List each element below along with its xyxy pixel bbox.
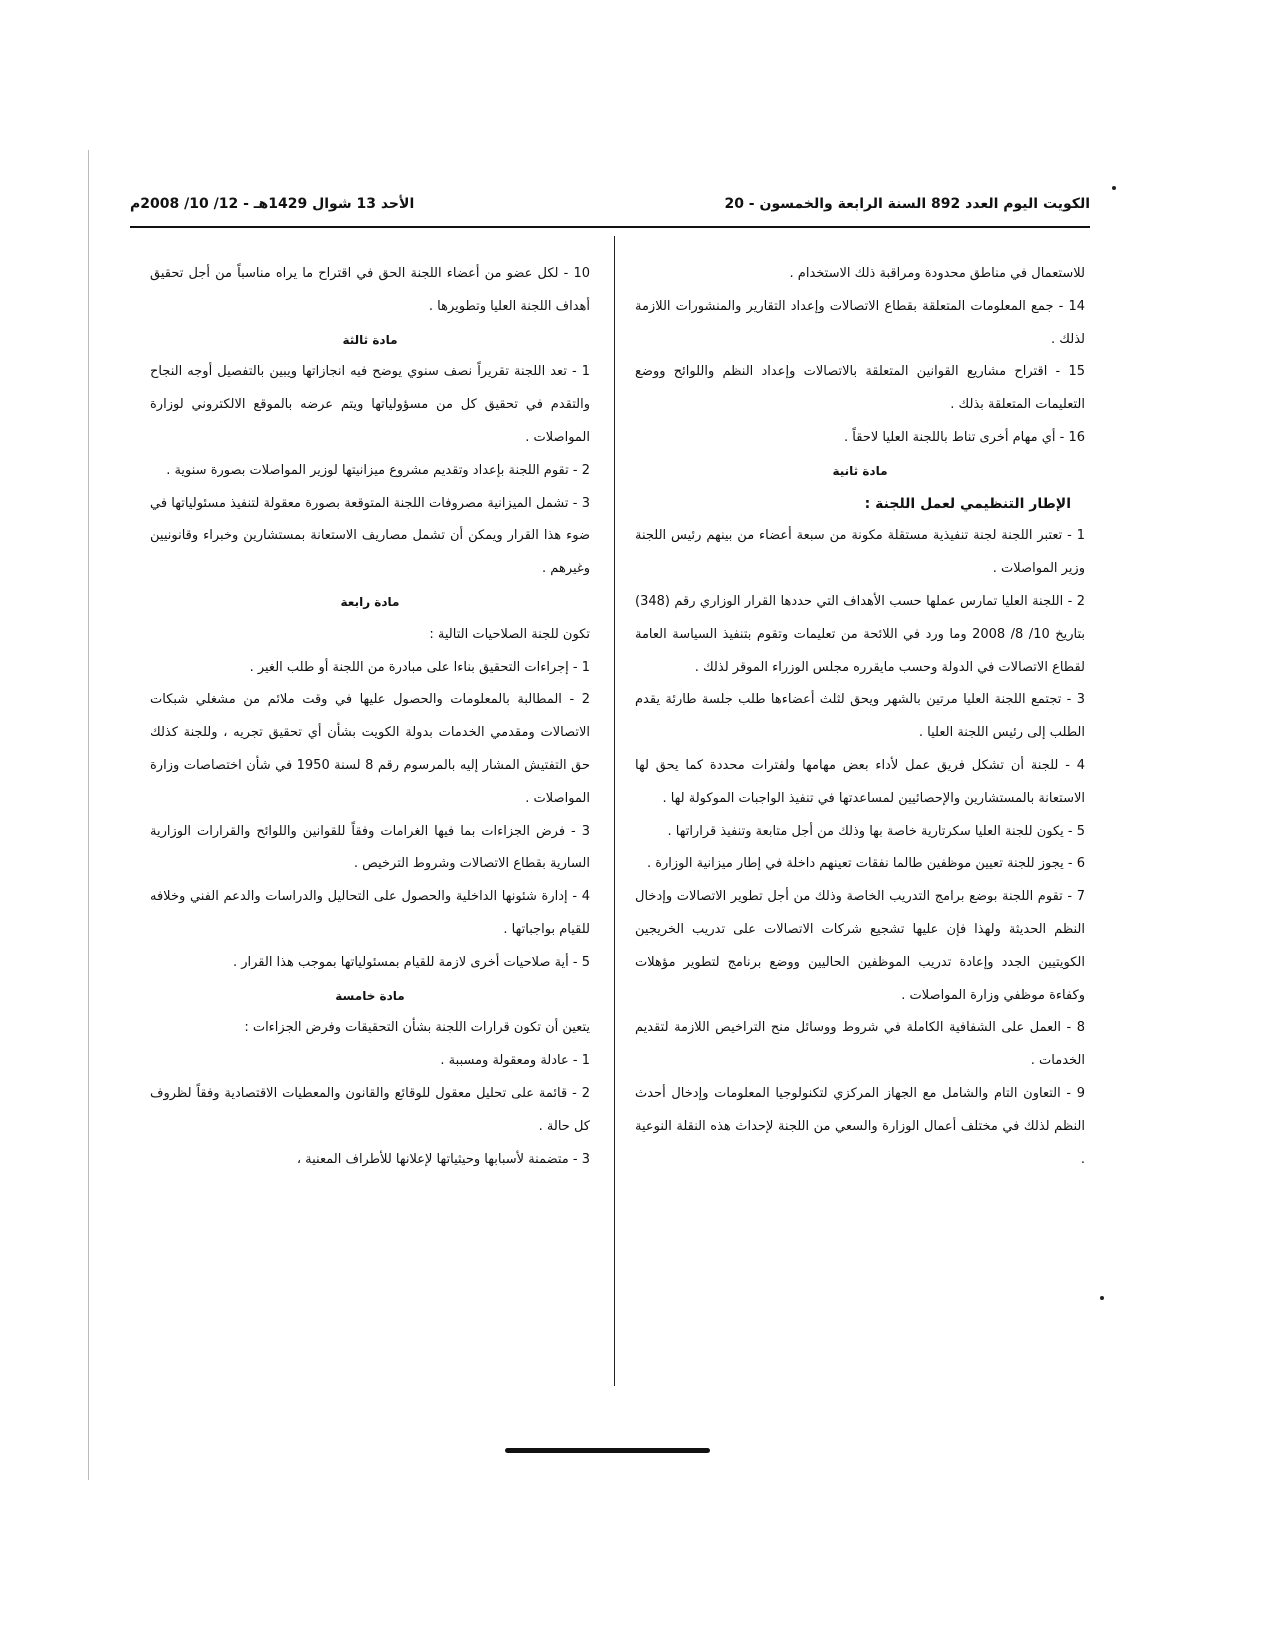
paragraph: 1 - تعد اللجنة تقريراً نصف سنوي يوضح فيه انجازاتها ويبين بالتفصيل أوجه النجاح والتقدم في تحقيق كل من مسؤولياتها ويتم عرضه بالموقع الالكتروني لوزارة المواصلات .	[150, 364, 590, 445]
paragraph: 3 - تجتمع اللجنة العليا مرتين بالشهر ويحق لثلث أعضاءها طلب جلسة طارئة يقدم الطلب إلى رئيس اللجنة العليا .	[635, 692, 1085, 741]
section-subheading: الإطار التنظيمي لعمل اللجنة :	[864, 495, 1071, 512]
paragraph: 1 - تعتبر اللجنة لجنة تنفيذية مستقلة مكونة من سبعة أعضاء من بينهم رئيس اللجنة وزير المواصلات .	[635, 528, 1085, 577]
paragraph: 3 - فرض الجزاءات بما فيها الغرامات وفقاً للقوانين واللوائح والقرارات الوزارية السارية بقطاع الاتصالات وشروط الترخيص .	[150, 823, 590, 872]
paragraph: 4 - للجنة أن تشكل فريق عمل لأداء بعض مهامها ولفترات محددة كما يحق لها الاستعانة بالمستشارين والإحصائيين لمساعدتها في تنفيذ الواجبات الموكولة لها .	[635, 757, 1085, 806]
paragraph: 3 - تشمل الميزانية مصروفات اللجنة المتوقعة بصورة معقولة لتنفيذ مسئولياتها في ضوء هذا القرار ويمكن أن تشمل مصاريف الاستعانة بمستشارين وخبراء وقانونيين وغيرهم .	[150, 495, 590, 577]
paragraph: 2 - تقوم اللجنة بإعداد وتقديم مشروع ميزانيتها لوزير المواصلات بصورة سنوية .	[166, 462, 590, 478]
paragraph: 14 - جمع المعلومات المتعلقة بقطاع الاتصالات وإعداد التقارير والمنشورات اللازمة لذلك .	[635, 298, 1085, 347]
header-issue-info: الكويت اليوم العدد 892 السنة الرابعة والخمسون - 20	[724, 196, 1090, 212]
paragraph: 8 - العمل على الشفافية الكاملة في شروط ووسائل منح التراخيص اللازمة لتقديم الخدمات .	[635, 1020, 1085, 1069]
paragraph: 10 - لكل عضو من أعضاء اللجنة الحق في اقتراح ما يراه مناسباً من أجل تحقيق أهداف اللجنة العليا وتطويرها .	[150, 266, 590, 314]
column-divider	[614, 236, 615, 1386]
footer-rule	[505, 1448, 710, 1453]
paragraph: 1 - إجراءات التحقيق بناءا على مبادرة من اللجنة أو طلب الغير .	[249, 659, 590, 675]
left-column	[150, 258, 590, 1176]
paragraph: 9 - التعاون التام والشامل مع الجهاز المركزي لتكنولوجيا المعلومات وإدخال أحدث النظم لذلك في مختلف أعمال الوزارة والسعي من اللجنة لإحداث هذه النقلة النوعية .	[635, 1085, 1085, 1167]
paragraph: 5 - يكون للجنة العليا سكرتارية خاصة بها وذلك من أجل متابعة وتنفيذ قراراتها .	[667, 823, 1085, 839]
article-heading: مادة ثالثة	[342, 332, 398, 347]
paragraph: 16 - أي مهام أخرى تناط باللجنة العليا لاحقاً .	[844, 429, 1085, 445]
paragraph: 5 - أية صلاحيات أخرى لازمة للقيام بمسئولياتها بموجب هذا القرار .	[232, 954, 590, 970]
paragraph: 2 - اللجنة العليا تمارس عملها حسب الأهداف التي حددها القرار الوزاري رقم (348) بتاريخ 10/ 8/ 2008 وما ورد في اللائحة من تعليمات وتقوم بتنفيذ السياسة العامة لقطاع الاتصالات في الدولة وحسب مايقرره مجلس الوزراء الموقر لذلك .	[635, 593, 1086, 675]
paragraph: 2 - المطالبة بالمعلومات والحصول عليها في وقت ملائم من مشغلي شبكات الاتصالات ومقدمي الخدمات بدولة الكويت بشأن أي تحقيق تجريه ، وللجنة كذلك حق التفتيش المشار إليه بالمرسوم رقم 8 لسنة 1950 في شأن اختصاصات وزارة المواصلات .	[150, 692, 590, 806]
paragraph: 1 - عادلة ومعقولة ومسببة .	[440, 1053, 590, 1069]
paragraph: يتعين أن تكون قرارات اللجنة بشأن التحقيقات وفرض الجزاءات :	[244, 1020, 590, 1036]
paragraph: 15 - اقتراح مشاريع القوانين المتعلقة بالاتصالات وإعداد النظم واللوائح ووضع التعليمات المتعلقة بذلك .	[635, 364, 1085, 413]
header-rule	[130, 226, 1090, 228]
paragraph: 2 - قائمة على تحليل معقول للوقائع والقانون والمعطيات الاقتصادية وفقاً لظروف كل حالة .	[150, 1085, 590, 1134]
paragraph: 4 - إدارة شئونها الداخلية والحصول على التحاليل والدراسات والدعم الفني وخلافه للقيام بواجباتها .	[150, 889, 590, 937]
paragraph: 3 - متضمنة لأسبابها وحيثياتها لإعلانها للأطراف المعنية ،	[296, 1151, 590, 1167]
article-heading: مادة ثانية	[832, 463, 888, 478]
header-date: الأحد 13 شوال 1429هـ - 12/ 10/ 2008م	[130, 196, 415, 212]
article-heading: مادة رابعة	[340, 594, 400, 609]
page-header	[130, 196, 1090, 222]
article-heading: مادة خامسة	[335, 988, 405, 1003]
paragraph: 7 - تقوم اللجنة بوضع برامج التدريب الخاصة وذلك من أجل تطوير الاتصالات وإدخال النظم الحديثة ولهذا فإن عليها تشجيع شركات الاتصالات على تدريب الخريجين الكويتيين الجدد وإعادة تدريب الموظفين الحاليين ووضع برنامج لتطوير مؤهلات وكفاءة موظفي وزارة المواصلات .	[635, 889, 1085, 1003]
scan-dot	[1100, 1296, 1104, 1300]
paragraph: 6 - يجوز للجنة تعيين موظفين طالما نفقات تعينهم داخلة في إطار ميزانية الوزارة .	[646, 856, 1085, 872]
paragraph: للاستعمال في مناطق محدودة ومراقبة ذلك الاستخدام .	[789, 266, 1085, 281]
scan-dot	[1112, 186, 1116, 190]
scan-edge-mark	[88, 150, 89, 1480]
paragraph: تكون للجنة الصلاحيات التالية :	[429, 626, 590, 642]
right-column	[635, 258, 1085, 1176]
